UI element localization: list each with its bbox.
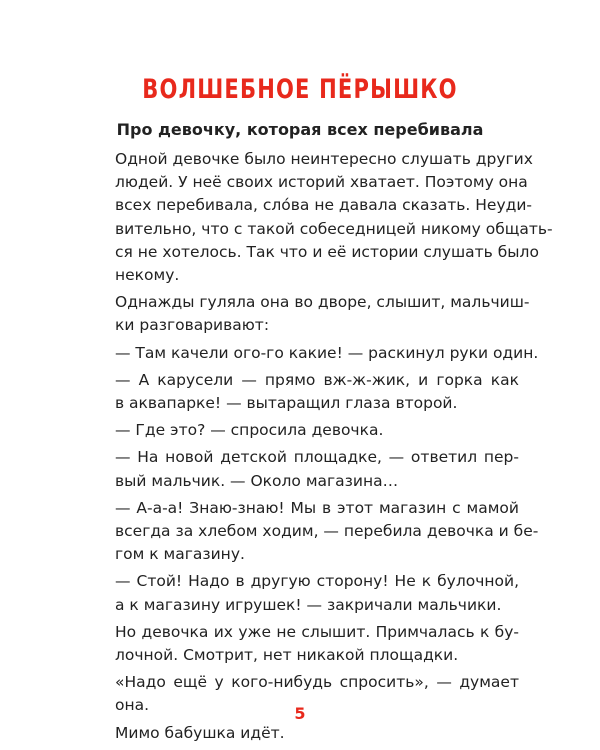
text-line: Но девочка их уже не слышит. Примчалась к бу- [115, 622, 519, 641]
paragraph [90, 419, 519, 442]
text-line: ки разговаривают: [115, 316, 270, 335]
text-line: — А карусели — прямо вж-ж-жик, и горка как [115, 370, 519, 389]
text-line: лочной. Смотрит, нет никакой площадки. [115, 646, 459, 665]
paragraph [90, 446, 519, 492]
text-line: людей. У неё своих историй хватает. Поэтому она [115, 173, 528, 192]
text-line: она. [115, 696, 150, 715]
text-line: Одной девочке было неинтересно слушать других [115, 150, 533, 168]
text-line: — Где это? — спросила девочка. [115, 421, 384, 440]
text-line: всех перебивала, сло́ва не давала сказать. Неуди- [115, 196, 533, 215]
paragraph [90, 148, 553, 287]
paragraph [90, 497, 539, 567]
text-line: — Стой! Надо в другую сторону! Не к булочной, [115, 572, 519, 591]
paragraph [90, 570, 519, 616]
paragraph [90, 369, 519, 415]
story-body [90, 148, 553, 749]
story-title: ВОЛШЕБНОЕ ПЁРЫШКО [142, 74, 458, 105]
text-line: ся не хотелось. Так что и её истории слушать было [115, 242, 539, 261]
text-line: в аквапарке! — вытаращил глаза второй. [115, 394, 458, 413]
text-line: гом к магазину. [115, 545, 245, 564]
text-line: а к магазину игрушек! — закричали мальчики. [115, 595, 502, 614]
story-subtitle: Про девочку, которая всех перебивала [116, 120, 484, 139]
text-line: вый мальчик. — Около магазина… [115, 471, 399, 490]
paragraph [90, 342, 539, 365]
text-line: Однажды гуляла она во дворе, слышит, мальчиш- [115, 293, 530, 312]
text-line: «Надо ещё у кого-нибудь спросить», — думает [115, 673, 519, 692]
text-line: Мимо бабушка идёт. [115, 723, 285, 742]
text-line: — Там качели ого-го какие! — раскинул руки один. [115, 343, 539, 362]
text-line: некому. [115, 266, 180, 285]
page-number: 5 [294, 704, 306, 723]
paragraph [90, 722, 519, 745]
text-line: — А-а-а! Знаю-знаю! Мы в этот магазин с мамой [115, 498, 519, 517]
text-line: вительно, что с такой собеседницей никому общать- [115, 219, 553, 238]
text-line: — На новой детской площадке, — ответил пер- [115, 448, 519, 467]
paragraph [90, 291, 530, 337]
paragraph [90, 621, 519, 667]
text-line: всегда за хлебом ходим, — перебила девочка и бе- [115, 522, 539, 541]
